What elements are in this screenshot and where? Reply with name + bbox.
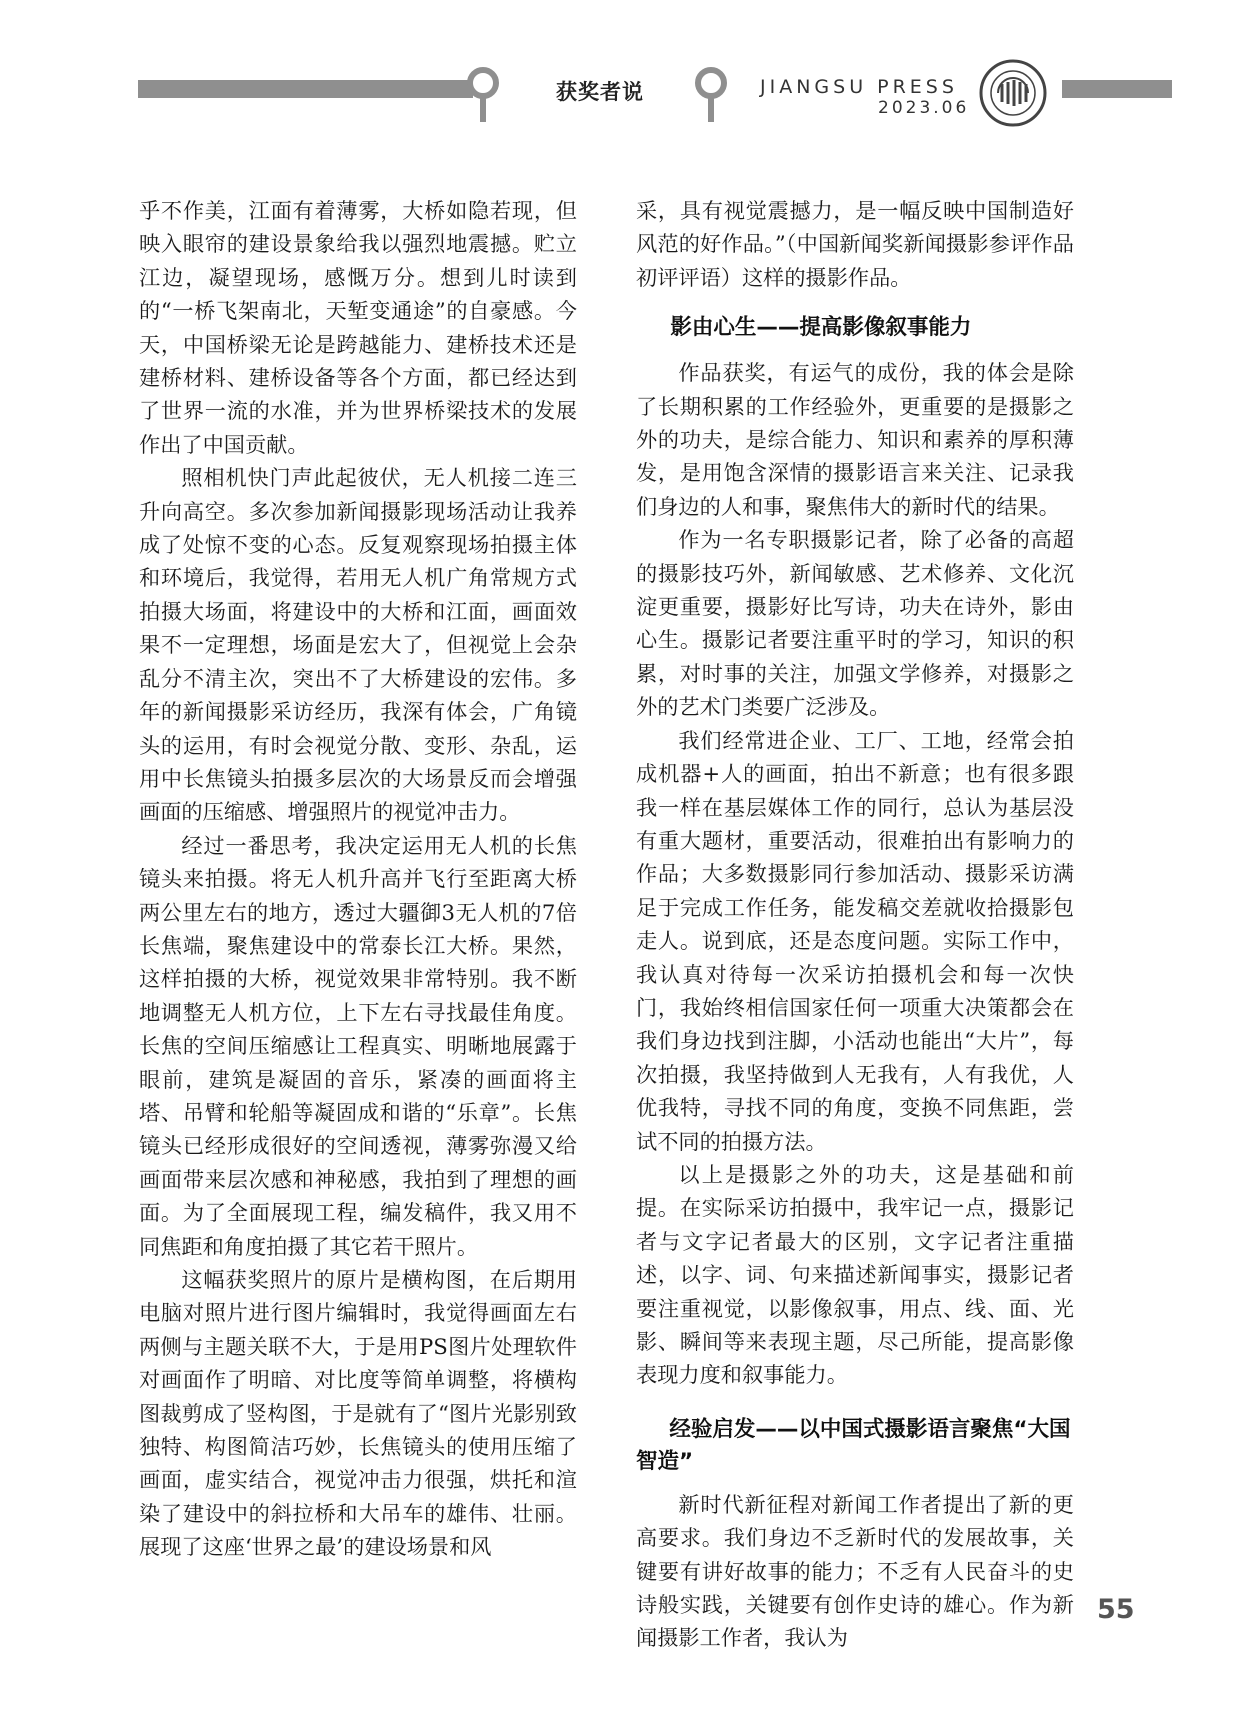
paragraph: 经过一番思考，我决定运用无人机的长焦镜头来拍摄。将无人机升高并飞行至距离大桥两公里左右的地方，透过大疆御3无人机的7倍长焦端，聚焦建设中的常泰长江大桥。果然，这样拍摄的大桥，视觉效果非常特别。我不断地调整无人机方位，上下左右寻找最佳角度。长焦的空间压缩感让工程真实、明晰地展露于眼前，建筑是凝固的音乐，紧凑的画面将主塔、吊臂和轮船等凝固成和谐的“乐章”。长焦镜头已经形成很好的空间透视，薄雾弥漫又给画面带来层次感和神秘感，我拍到了理想的画面。为了全面展现工程，编发稿件，我又用不同焦距和角度拍摄了其它若干照片。 xyxy=(139,832,577,1259)
section-heading: 影由心生——提高影像叙事能力 xyxy=(670,315,972,341)
page-number: 55 xyxy=(1097,1594,1135,1625)
paragraph: 照相机快门声此起彼伏，无人机接二连三升向高空。多次参加新闻摄影现场活动让我养成了处惊不变的心态。反复观察现场拍摄主体和环境后，我觉得，若用无人机广角常规方式拍摄大场面，将建设中的大桥和江面，画面效果不一定理想，场面是宏大了，但视觉上会杂乱分不清主次，突出不了大桥建设的宏伟。多年的新闻摄影采访经历，我深有体会，广角镜头的运用，有时会视觉分散、变形、杂乱，运用中长焦镜头拍摄多层次的大场景反而会增强画面的压缩感、增强照片的视觉冲击力。 xyxy=(139,465,577,825)
paragraph: 乎不作美，江面有着薄雾，大桥如隐若现，但映入眼帘的建设景象给我以强烈地震撼。贮立江边，凝望现场，感慨万分。想到儿时读到的“一桥飞架南北，天堑变通途”的自豪感。今天，中国桥梁无论是跨越能力、建桥技术还是建桥材料、建桥设备等各个方面，都已经达到了世界一流的水准，并为世界桥梁技术的发展作出了中国贡献。 xyxy=(139,198,577,457)
paragraph: 以上是摄影之外的功夫，这是基础和前提。在实际采访拍摄中，我牢记一点，摄影记者与文字记者最大的区别，文字记者注重描述，以字、词、句来描述新闻事实，摄影记者要注重视觉，以影像叙事，用点、线、面、光影、瞬间等来表现主题，尽己所能，提高影像表现力度和叙事能力。 xyxy=(636,1161,1074,1388)
right-column xyxy=(636,194,1074,1655)
paragraph: 采，具有视觉震撼力，是一幅反映中国制造好风范的好作品。”（中国新闻奖新闻摄影参评作品初评评语）这样的摄影作品。 xyxy=(636,198,1074,290)
paragraph: 我们经常进企业、工厂、工地，经常会拍成机器+人的画面，拍出不新意；也有很多跟我一样在基层媒体工作的同行，总认为基层没有重大题材，重要活动，很难拍出有影响力的作品；大多数摄影同行参加活动、摄影采访满足于完成工作任务，能发稿交差就收拾摄影包走人。说到底，还是态度问题。实际工作中，我认真对待每一次采访拍摄机会和每一次快门，我始终相信国家任何一项重大决策都会在我们身边找到注脚，小活动也能出“大片”，每次拍摄，我坚持做到人无我有，人有我优，人优我特，寻找不同的角度，变换不同焦距，尝试不同的拍摄方法。 xyxy=(636,727,1074,1154)
location-pin-icon xyxy=(466,66,500,124)
header-bar-left xyxy=(138,80,473,98)
section-label: 获奖者说 xyxy=(556,80,644,104)
magazine-name: JIANGSU PRESS xyxy=(760,76,958,98)
location-pin-icon xyxy=(694,66,728,124)
paragraph: 新时代新征程对新闻工作者提出了新的更高要求。我们身边不乏新时代的发展故事，关键要有讲好故事的能力；不乏有人民奋斗的史诗般实践，关键要有创作史诗的雄心。作为新闻摄影工作者，我认为 xyxy=(636,1491,1074,1651)
association-seal-logo xyxy=(978,58,1048,128)
paragraph: 作品获奖，有运气的成份，我的体会是除了长期积累的工作经验外，更重要的是摄影之外的功夫，是综合能力、知识和素养的厚积薄发，是用饱含深情的摄影语言来关注、记录我们身边的人和事，聚焦伟大的新时代的结果。 xyxy=(636,360,1074,519)
paragraph: 作为一名专职摄影记者，除了必备的高超的摄影技巧外，新闻敏感、艺术修养、文化沉淀更重要，摄影好比写诗，功夫在诗外，影由心生。摄影记者要注重平时的学习，知识的积累，对时事的关注，加强文学修养，对摄影之外的艺术门类要广泛涉及。 xyxy=(636,527,1074,720)
left-column xyxy=(139,194,577,1564)
issue-date: 2023.06 xyxy=(878,98,970,118)
paragraph: 这幅获奖照片的原片是横构图，在后期用电脑对照片进行图片编辑时，我觉得画面左右两侧与主题关联不大，于是用PS图片处理软件对画面作了明暗、对比度等简单调整，将横构图裁剪成了竖构图，于是就有了“图片光影别致独特、构图简洁巧妙，长焦镜头的使用压缩了画面，虚实结合，视觉冲击力很强，烘托和渲染了建设中的斜拉桥和大吊车的雄伟、壮丽。展现了这座‘世界之最’的建设场景和风 xyxy=(139,1267,577,1560)
header-bar-right xyxy=(1062,80,1172,98)
section-heading: 经验启发——以中国式摄影语言聚焦“大国智造” xyxy=(636,1416,1071,1474)
